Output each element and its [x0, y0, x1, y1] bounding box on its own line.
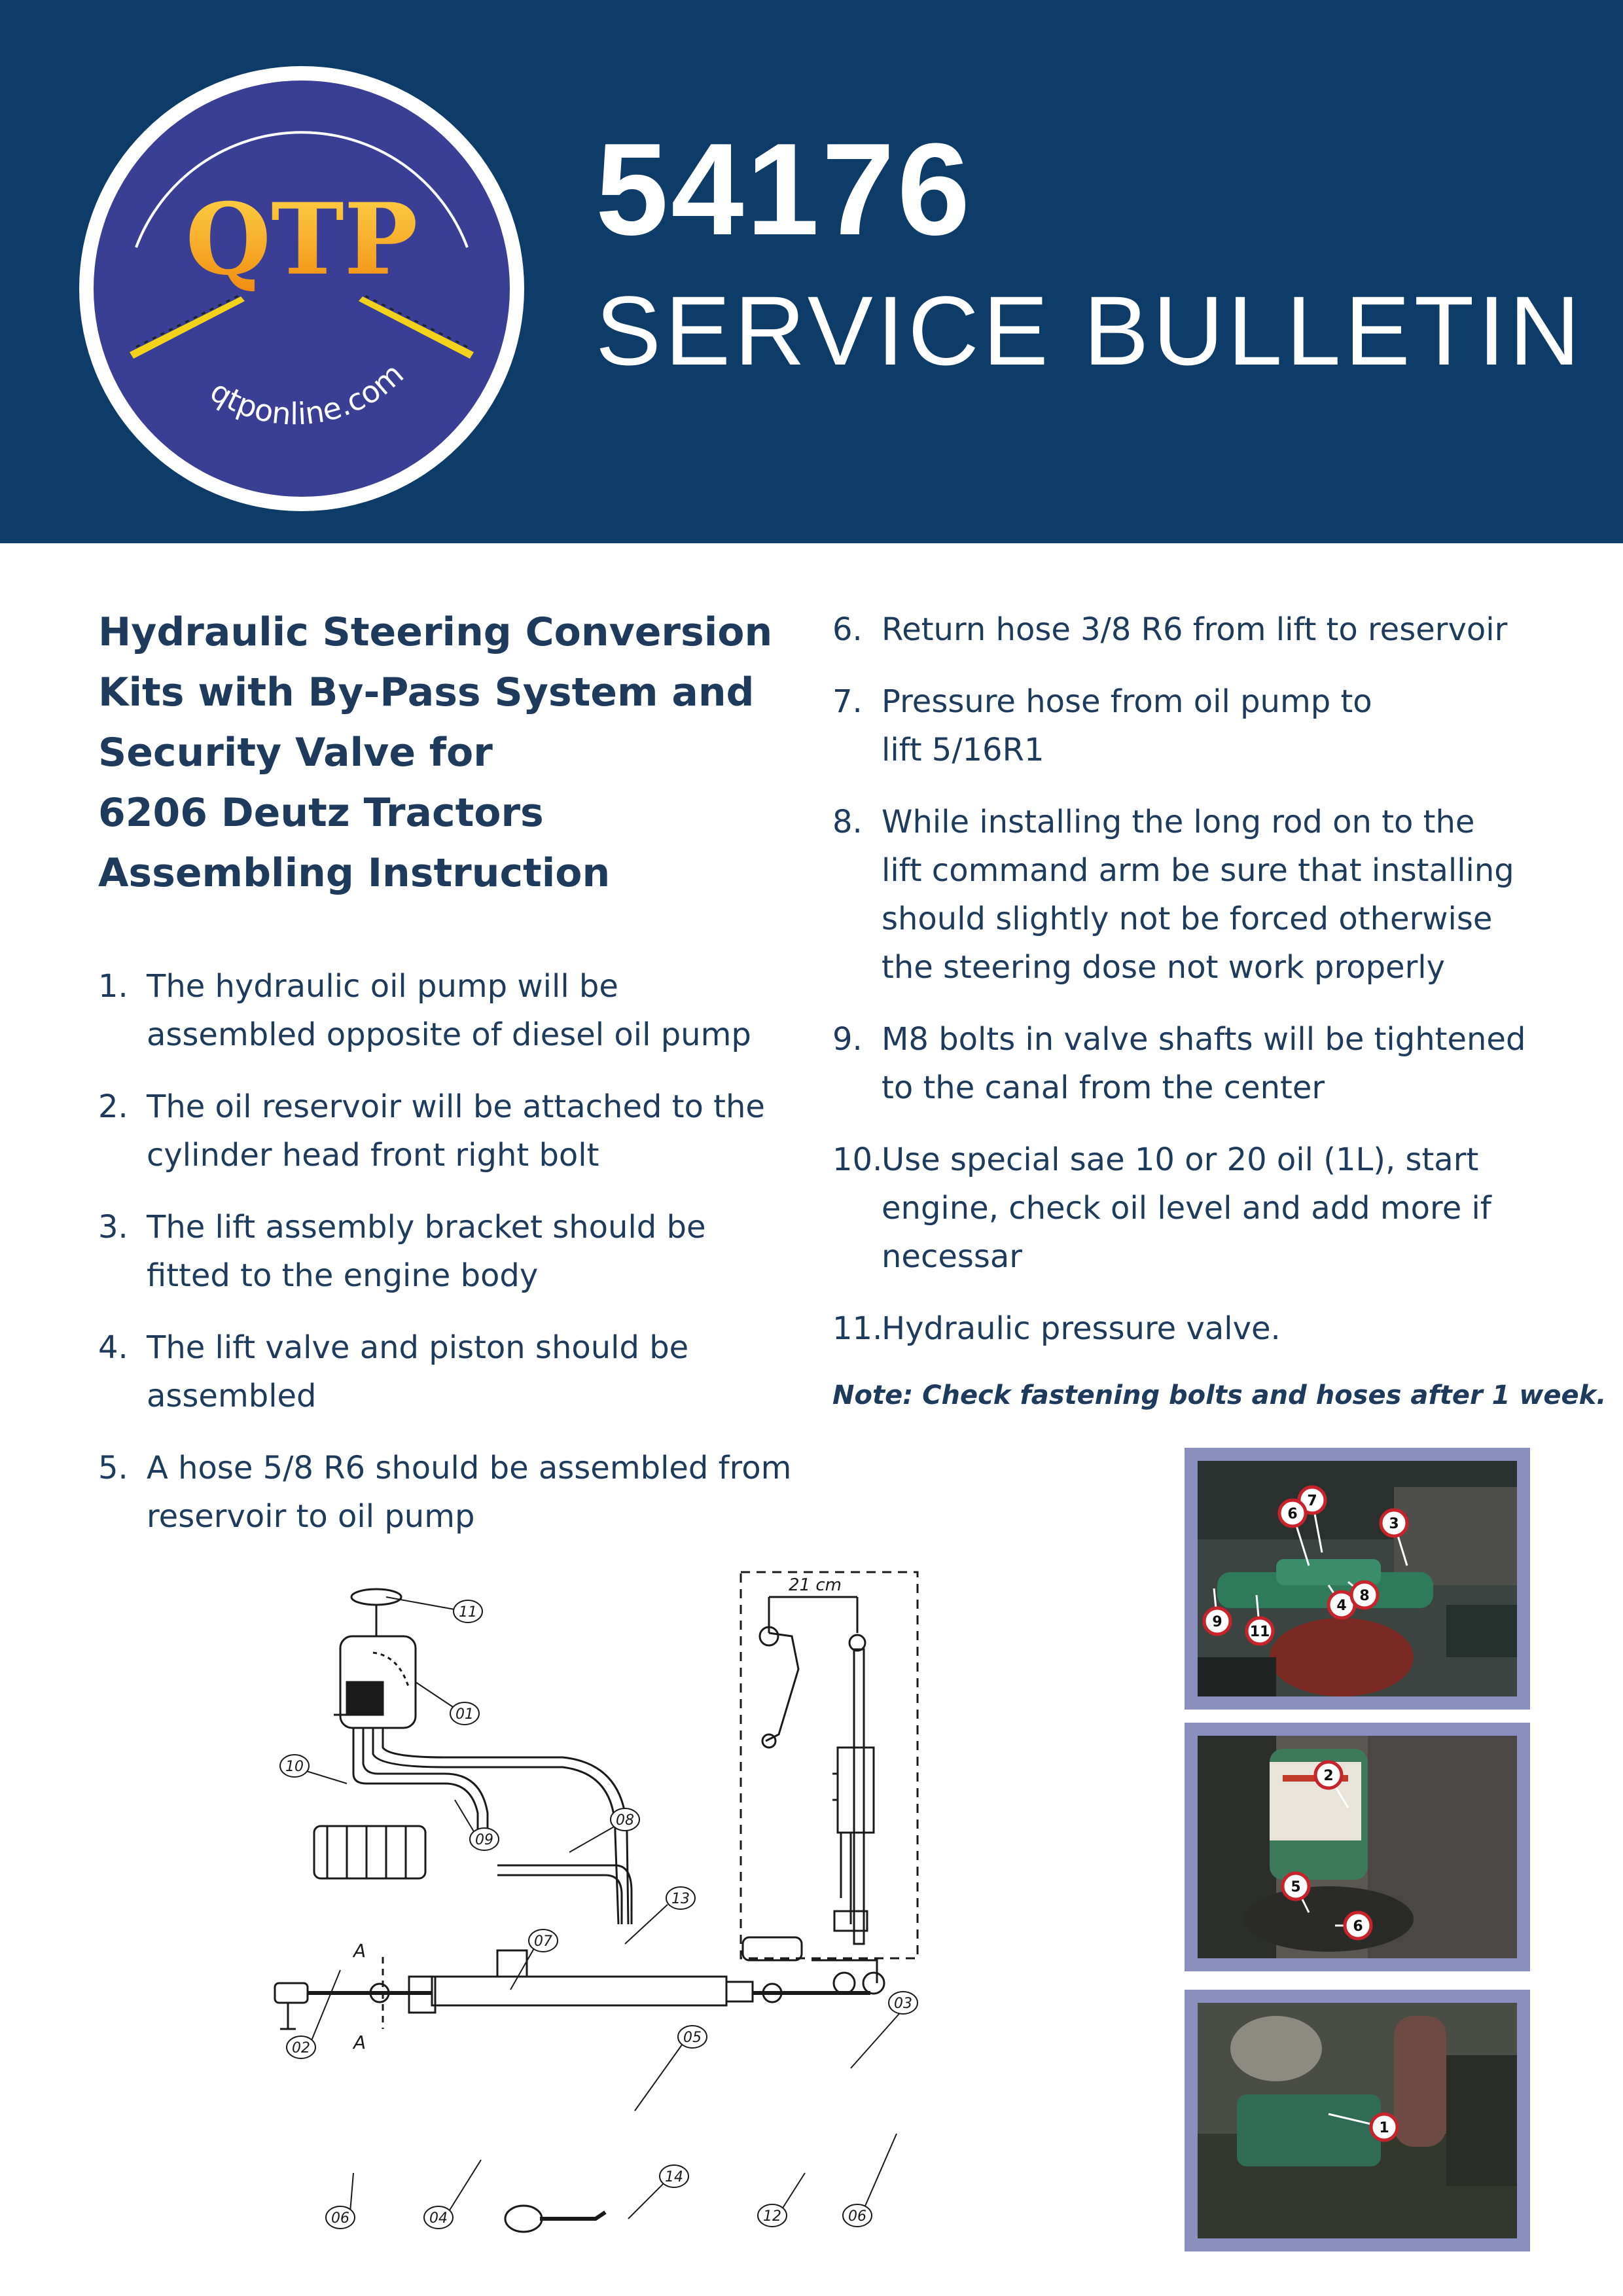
header-banner	[0, 0, 1623, 543]
oil-pump-image	[1198, 2003, 1517, 2238]
instruction-step	[98, 1444, 805, 1541]
step-text: The hydraulic oil pump will be	[147, 968, 618, 1005]
step-text: lift command arm be sure that installing	[882, 852, 1514, 889]
step-text: M8 bolts in valve shafts will be tightened	[882, 1021, 1526, 1058]
step-number: 1.	[98, 968, 128, 1005]
part-label: 14	[665, 2169, 683, 2185]
part-label: 08	[616, 1812, 634, 1829]
step-text: necessar	[882, 1238, 1023, 1275]
step-number: 2.	[98, 1088, 128, 1125]
step-text: The lift assembly bracket should be	[147, 1209, 706, 1246]
part-label: 12	[763, 2208, 781, 2225]
instruction-step	[98, 1323, 805, 1420]
instruction-step	[98, 1203, 805, 1300]
valve-body	[838, 1748, 874, 1833]
hose-clamp	[505, 2206, 542, 2232]
instruction-list-right	[832, 605, 1539, 1376]
assembly-diagram	[249, 1558, 942, 2265]
instruction-step	[832, 798, 1539, 992]
part-label: 09	[475, 1832, 493, 1848]
bypass-valve	[347, 1682, 383, 1715]
oil-pump	[314, 1826, 425, 1878]
callout-label: 6	[1287, 1506, 1298, 1522]
callout-label: 2	[1323, 1768, 1334, 1784]
step-text: Hydraulic pressure valve.	[882, 1310, 1281, 1347]
part-label: 03	[894, 1996, 912, 2012]
step-text: engine, check oil level and add more if	[882, 1190, 1491, 1227]
note-text: Note: Check fastening bolts and hoses after 1 week.	[832, 1380, 1607, 1410]
title-line: 6206 Deutz Tractors	[98, 790, 544, 836]
lift-bracket	[743, 1937, 802, 1960]
instruction-step	[832, 677, 1539, 774]
callout-label: 7	[1307, 1493, 1317, 1509]
lift-cylinder	[432, 1977, 726, 2005]
title-line: Security Valve for	[98, 730, 493, 776]
step-number: 7.	[832, 683, 863, 720]
qtp-logo	[77, 64, 526, 513]
step-text: assembled opposite of diesel oil pump	[147, 1016, 751, 1053]
section-mark: A	[353, 2032, 366, 2053]
instruction-step	[832, 1304, 1539, 1353]
title-line: Assembling Instruction	[98, 850, 611, 896]
step-text: cylinder head front right bolt	[147, 1137, 599, 1174]
step-text: assembled	[147, 1378, 317, 1414]
section-mark: A	[353, 1940, 366, 1962]
step-number: 6.	[832, 611, 863, 648]
document-title	[98, 602, 805, 903]
step-text: Use special sae 10 or 20 oil (1L), start	[882, 1141, 1479, 1178]
engine-overview-image	[1198, 1461, 1517, 1696]
part-label: 11	[459, 1604, 477, 1621]
instruction-step	[98, 962, 805, 1059]
step-number: 11.	[832, 1310, 883, 1347]
callout-label: 9	[1212, 1614, 1222, 1630]
part-label: 05	[683, 2030, 702, 2046]
instruction-step	[98, 1083, 805, 1179]
step-number: 9.	[832, 1021, 863, 1058]
reservoir-image	[1198, 1736, 1517, 1958]
logo-text: QTP	[185, 182, 418, 297]
instruction-step	[832, 605, 1539, 654]
step-number: 8.	[832, 804, 863, 840]
step-text: The oil reservoir will be attached to the	[147, 1088, 765, 1125]
bulletin-type: SERVICE BULLETIN	[596, 276, 1584, 386]
step-number: 10.	[832, 1141, 883, 1178]
photo-oil-pump	[1185, 1990, 1530, 2251]
step-text: Return hose 3/8 R6 from lift to reservoir	[882, 611, 1508, 648]
callout-label: 8	[1359, 1588, 1370, 1604]
step-text: A hose 5/8 R6 should be assembled from	[147, 1450, 792, 1486]
step-number: 3.	[98, 1209, 128, 1246]
callout-label: 5	[1291, 1879, 1301, 1895]
photo-reservoir	[1185, 1723, 1530, 1971]
rod-end	[834, 1973, 855, 1994]
instruction-list-left	[98, 962, 805, 1564]
step-text: lift 5/16R1	[882, 732, 1044, 768]
photo-engine-overview	[1185, 1448, 1530, 1710]
pressure-valve	[351, 1589, 401, 1605]
detail-inset-box	[741, 1572, 918, 1958]
callout-label: 1	[1379, 2120, 1389, 2136]
step-text: reservoir to oil pump	[147, 1498, 475, 1535]
instruction-step	[832, 1015, 1539, 1112]
callout-label: 11	[1249, 1624, 1270, 1640]
title-line: Hydraulic Steering Conversion	[98, 609, 773, 655]
part-label: 04	[429, 2210, 448, 2227]
part-label: 07	[534, 1933, 552, 1950]
callout-label: 6	[1353, 1918, 1363, 1935]
part-label: 13	[671, 1891, 690, 1907]
part-label: 02	[292, 2040, 310, 2056]
part-label: 06	[848, 2208, 866, 2225]
step-text: fitted to the engine body	[147, 1257, 539, 1294]
part-label: 10	[285, 1759, 304, 1775]
step-text: The lift valve and piston should be	[147, 1329, 689, 1366]
step-text: to the canal from the center	[882, 1069, 1325, 1106]
step-text: the steering dose not work properly	[882, 949, 1446, 986]
tie-rod-end	[275, 1983, 308, 2003]
step-number: 5.	[98, 1450, 128, 1486]
step-text: While installing the long rod on to the	[882, 804, 1475, 840]
callout-label: 3	[1389, 1516, 1399, 1532]
step-text: Pressure hose from oil pump to	[882, 683, 1372, 720]
part-label: 01	[455, 1706, 474, 1723]
command-arm	[766, 1633, 798, 1741]
step-text: should slightly not be forced otherwise	[882, 901, 1493, 937]
step-number: 4.	[98, 1329, 128, 1366]
logo-website: qtponline.com	[204, 355, 410, 432]
part-label: 06	[331, 2210, 349, 2227]
bulletin-number: 54176	[596, 117, 973, 262]
dimension-label: 21 cm	[789, 1575, 842, 1595]
callout-label: 4	[1336, 1598, 1347, 1614]
instruction-step	[832, 1136, 1539, 1281]
title-line: Kits with By-Pass System and	[98, 670, 755, 715]
